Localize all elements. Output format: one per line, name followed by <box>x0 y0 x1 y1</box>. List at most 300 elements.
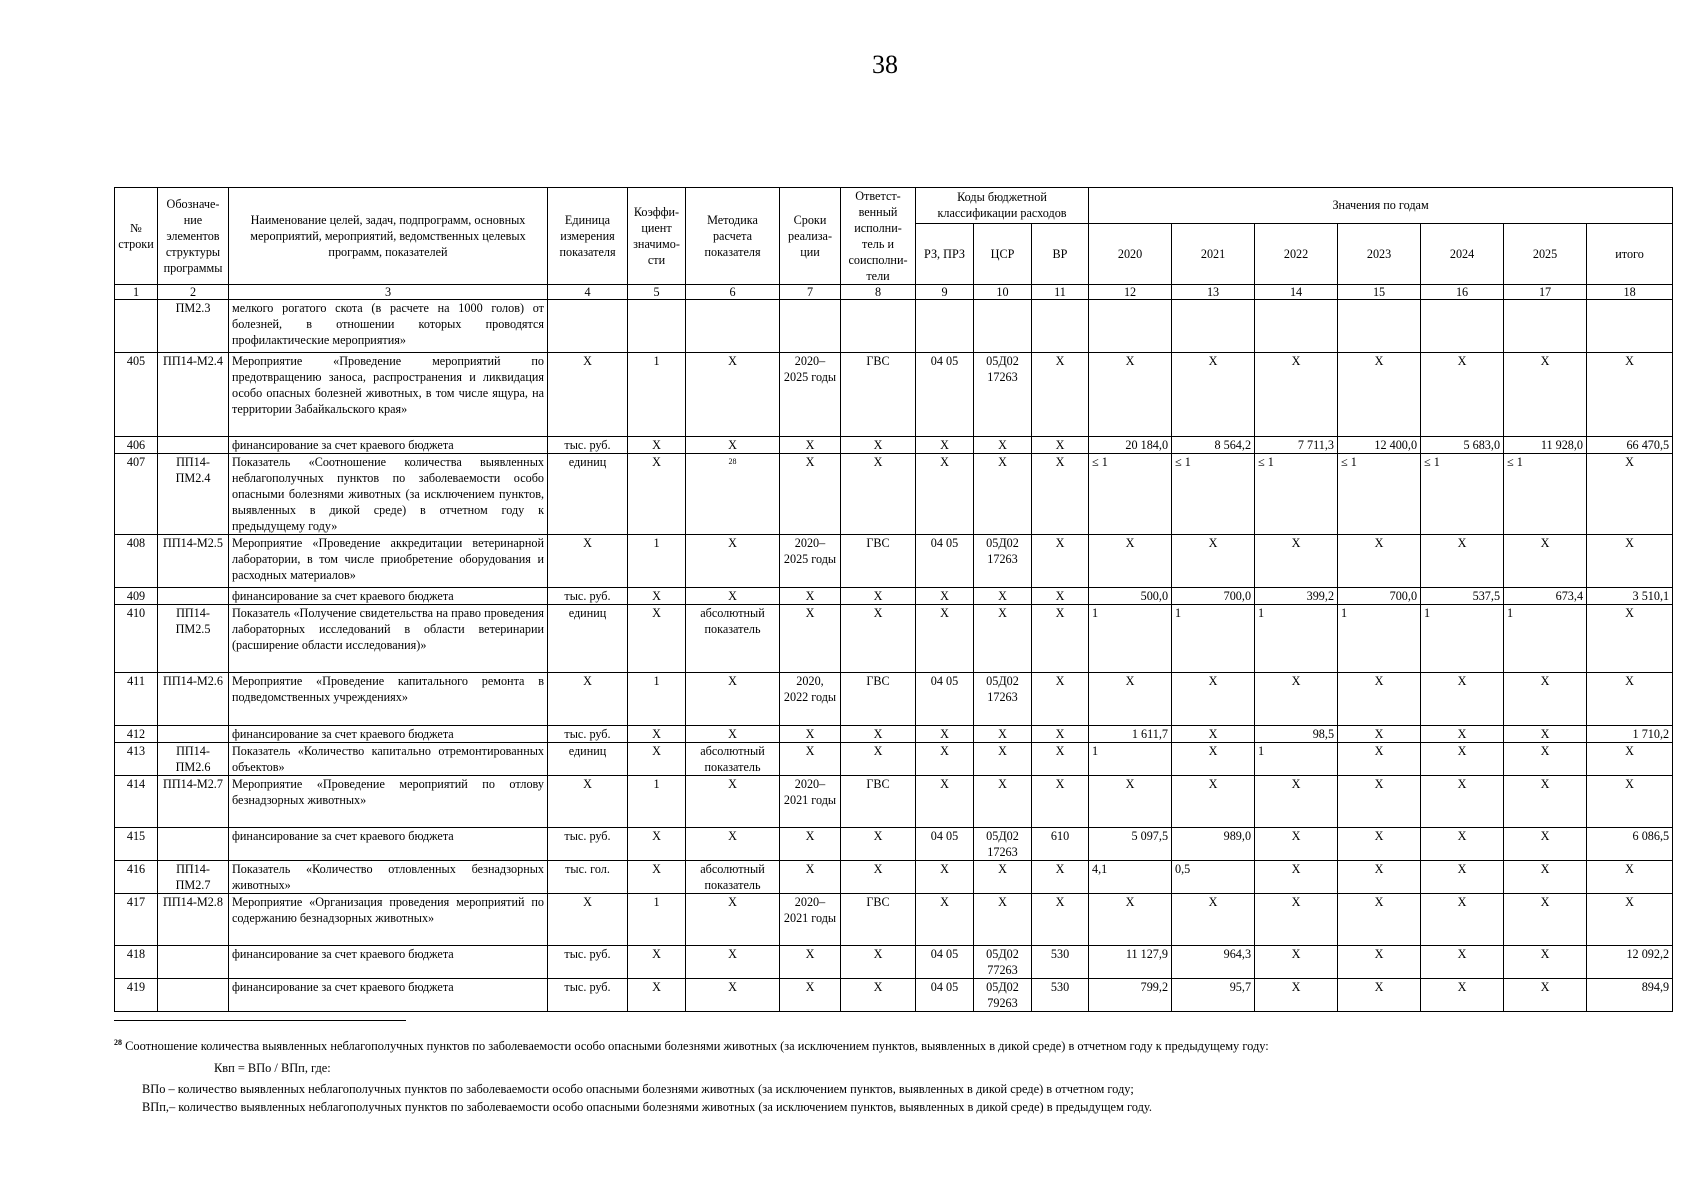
header-name: Наименование целей, задач, подпрограмм, основных мероприятий, мероприятий, ведомственных целевых программ, показателей <box>229 188 548 285</box>
cell-designation <box>158 828 229 861</box>
cell-value-total: X <box>1587 535 1673 588</box>
cell-executor: ГВС <box>841 535 916 588</box>
cell-value-total: X <box>1587 673 1673 726</box>
cell-unit: единиц <box>548 605 628 673</box>
cell-value-2022: X <box>1255 979 1338 1012</box>
cell-value-total: 3 510,1 <box>1587 588 1673 605</box>
cell-name: финансирование за счет краевого бюджета <box>229 828 548 861</box>
cell-row-number: 417 <box>115 894 158 946</box>
cell-executor <box>841 300 916 353</box>
cell-rz-prz: X <box>916 437 974 454</box>
cell-value-2025: X <box>1504 776 1587 828</box>
cell-unit: X <box>548 894 628 946</box>
cell-designation <box>158 588 229 605</box>
cell-vr: X <box>1032 776 1089 828</box>
cell-coefficient: X <box>628 743 686 776</box>
column-number: 1 <box>115 285 158 300</box>
table-row <box>115 437 1673 454</box>
header-method: Методика расчета показателя <box>686 188 780 285</box>
cell-value-2023: X <box>1338 353 1421 437</box>
header-csr: ЦСР <box>974 223 1032 284</box>
cell-value-2025: 1 <box>1504 605 1587 673</box>
cell-value-2024: ≤ 1 <box>1421 454 1504 535</box>
cell-method: X <box>686 946 780 979</box>
cell-method: X <box>686 726 780 743</box>
cell-rz-prz: 04 05 <box>916 535 974 588</box>
cell-name: Показатель «Количество отловленных безнадзорных животных» <box>229 861 548 894</box>
table-row <box>115 828 1673 861</box>
cell-value-2023: X <box>1338 776 1421 828</box>
column-number: 4 <box>548 285 628 300</box>
cell-unit: тыс. руб. <box>548 588 628 605</box>
cell-value-2025: X <box>1504 828 1587 861</box>
column-number: 12 <box>1089 285 1172 300</box>
cell-value-total: 12 092,2 <box>1587 946 1673 979</box>
cell-vr: X <box>1032 588 1089 605</box>
cell-method: X <box>686 437 780 454</box>
table-row <box>115 535 1673 588</box>
cell-row-number: 418 <box>115 946 158 979</box>
cell-rz-prz: X <box>916 743 974 776</box>
cell-coefficient: 1 <box>628 673 686 726</box>
cell-unit: тыс. руб. <box>548 828 628 861</box>
cell-value-2025 <box>1504 300 1587 353</box>
cell-rz-prz: 04 05 <box>916 979 974 1012</box>
cell-rz-prz: 04 05 <box>916 828 974 861</box>
cell-value-2021: 989,0 <box>1172 828 1255 861</box>
cell-value-total: X <box>1587 454 1673 535</box>
cell-row-number: 407 <box>115 454 158 535</box>
cell-designation <box>158 437 229 454</box>
cell-unit: X <box>548 535 628 588</box>
column-number: 18 <box>1587 285 1673 300</box>
cell-name: финансирование за счет краевого бюджета <box>229 726 548 743</box>
cell-value-2022: 1 <box>1255 743 1338 776</box>
header-year-2021: 2021 <box>1172 223 1255 284</box>
column-number: 7 <box>780 285 841 300</box>
cell-csr: X <box>974 437 1032 454</box>
cell-value-total: X <box>1587 605 1673 673</box>
cell-value-2020 <box>1089 300 1172 353</box>
header-coefficient: Коэффи-циент значимо-сти <box>628 188 686 285</box>
cell-value-2023: X <box>1338 743 1421 776</box>
cell-value-total: 66 470,5 <box>1587 437 1673 454</box>
cell-vr: X <box>1032 743 1089 776</box>
cell-value-total: X <box>1587 743 1673 776</box>
column-number: 8 <box>841 285 916 300</box>
cell-value-2020: X <box>1089 673 1172 726</box>
table-row <box>115 605 1673 673</box>
cell-terms: 2020–2025 годы <box>780 535 841 588</box>
cell-coefficient: 1 <box>628 776 686 828</box>
cell-value-2023 <box>1338 300 1421 353</box>
cell-designation: ПП14-М2.8 <box>158 894 229 946</box>
cell-csr: X <box>974 588 1032 605</box>
cell-value-2020: 20 184,0 <box>1089 437 1172 454</box>
cell-executor: X <box>841 726 916 743</box>
cell-executor: X <box>841 743 916 776</box>
cell-designation: ПП14-М2.4 <box>158 353 229 437</box>
cell-row-number: 408 <box>115 535 158 588</box>
cell-unit: X <box>548 353 628 437</box>
cell-rz-prz: X <box>916 588 974 605</box>
header-executor: Ответст-венный исполни-тель и соисполни-тели <box>841 188 916 285</box>
cell-unit: единиц <box>548 454 628 535</box>
cell-method: X <box>686 979 780 1012</box>
cell-value-2021: X <box>1172 894 1255 946</box>
cell-value-2021: 700,0 <box>1172 588 1255 605</box>
column-number-row <box>115 285 1673 300</box>
cell-csr <box>974 300 1032 353</box>
cell-value-2023: X <box>1338 946 1421 979</box>
cell-value-2021: X <box>1172 726 1255 743</box>
cell-name: Показатель «Получение свидетельства на право проведения лабораторных исследований в области ветеринарии (расширение области исследования)» <box>229 605 548 673</box>
page-number: 38 <box>872 50 898 79</box>
cell-executor: X <box>841 946 916 979</box>
cell-coefficient: 1 <box>628 535 686 588</box>
cell-vr: X <box>1032 894 1089 946</box>
footnote-28 <box>114 1036 1594 1056</box>
cell-value-2024: 1 <box>1421 605 1504 673</box>
cell-value-2025: X <box>1504 743 1587 776</box>
cell-executor: ГВС <box>841 776 916 828</box>
cell-value-2021: 1 <box>1172 605 1255 673</box>
header-year-2025: 2025 <box>1504 223 1587 284</box>
cell-value-2021: X <box>1172 353 1255 437</box>
cell-csr: 05Д02 17263 <box>974 535 1032 588</box>
cell-name: Показатель «Количество капитально отремонтированных объектов» <box>229 743 548 776</box>
cell-terms: X <box>780 828 841 861</box>
cell-value-2023: X <box>1338 894 1421 946</box>
cell-method: X <box>686 353 780 437</box>
cell-designation: ПП14-ПМ2.7 <box>158 861 229 894</box>
cell-vr: 530 <box>1032 946 1089 979</box>
cell-designation: ПМ2.3 <box>158 300 229 353</box>
cell-value-total: X <box>1587 776 1673 828</box>
cell-method: абсолютный показатель <box>686 605 780 673</box>
cell-value-2024: X <box>1421 946 1504 979</box>
cell-value-2022: X <box>1255 894 1338 946</box>
footnote-definition-current: ВПо – количество выявленных неблагополучных пунктов по заболеваемости особо опасными болезнями животных (за исключением пунктов, выявленных в дикой среде) в отчетном году; <box>142 1082 1134 1096</box>
cell-value-2024: X <box>1421 776 1504 828</box>
footnote-text: Соотношение количества выявленных неблагополучных пунктов по заболеваемости особо опасными болезнями животных (за исключением пунктов, выявленных в дикой среде) в отчетном году к предыдущему году: <box>125 1039 1269 1053</box>
cell-designation <box>158 726 229 743</box>
cell-value-2022: 7 711,3 <box>1255 437 1338 454</box>
cell-value-2020: 1 <box>1089 605 1172 673</box>
cell-csr: 05Д02 79263 <box>974 979 1032 1012</box>
table-row <box>115 673 1673 726</box>
cell-value-2021: 95,7 <box>1172 979 1255 1012</box>
cell-executor: ГВС <box>841 353 916 437</box>
table-row <box>115 979 1673 1012</box>
column-number: 16 <box>1421 285 1504 300</box>
cell-value-2020: 5 097,5 <box>1089 828 1172 861</box>
cell-name: финансирование за счет краевого бюджета <box>229 437 548 454</box>
column-number: 10 <box>974 285 1032 300</box>
cell-vr: 530 <box>1032 979 1089 1012</box>
cell-value-total <box>1587 300 1673 353</box>
cell-value-2020: ≤ 1 <box>1089 454 1172 535</box>
cell-value-2024: X <box>1421 979 1504 1012</box>
cell-value-2022: X <box>1255 673 1338 726</box>
cell-name: Мероприятие «Проведение капитального ремонта в подведомственных учреждениях» <box>229 673 548 726</box>
cell-value-2023: ≤ 1 <box>1338 454 1421 535</box>
program-table <box>114 187 1673 1012</box>
cell-value-2025: ≤ 1 <box>1504 454 1587 535</box>
cell-unit <box>548 300 628 353</box>
cell-executor: X <box>841 861 916 894</box>
cell-rz-prz: X <box>916 454 974 535</box>
cell-rz-prz: 04 05 <box>916 946 974 979</box>
table-row <box>115 894 1673 946</box>
cell-value-total: 1 710,2 <box>1587 726 1673 743</box>
cell-value-2020: X <box>1089 535 1172 588</box>
cell-row-number: 405 <box>115 353 158 437</box>
cell-value-2023: 12 400,0 <box>1338 437 1421 454</box>
cell-method: абсолютный показатель <box>686 743 780 776</box>
cell-value-2024: X <box>1421 828 1504 861</box>
cell-value-2023: 1 <box>1338 605 1421 673</box>
cell-row-number <box>115 300 158 353</box>
cell-executor: X <box>841 454 916 535</box>
cell-csr: 05Д02 17263 <box>974 828 1032 861</box>
cell-value-2022: X <box>1255 353 1338 437</box>
cell-name: финансирование за счет краевого бюджета <box>229 979 548 1012</box>
footnote-definition-previous: ВПп,– количество выявленных неблагополучных пунктов по заболеваемости особо опасными болезнями животных (за исключением пунктов, выявленных в дикой среде) в предыдущем году. <box>142 1100 1152 1114</box>
column-number: 2 <box>158 285 229 300</box>
column-number: 6 <box>686 285 780 300</box>
cell-coefficient <box>628 300 686 353</box>
cell-method <box>686 300 780 353</box>
cell-value-2021: X <box>1172 673 1255 726</box>
cell-value-2023: X <box>1338 979 1421 1012</box>
cell-value-2020: 799,2 <box>1089 979 1172 1012</box>
cell-csr: 05Д02 17263 <box>974 673 1032 726</box>
cell-value-2020: 1 <box>1089 743 1172 776</box>
column-number: 11 <box>1032 285 1089 300</box>
cell-designation <box>158 946 229 979</box>
cell-value-2025: X <box>1504 861 1587 894</box>
cell-value-2024: X <box>1421 535 1504 588</box>
cell-vr <box>1032 300 1089 353</box>
cell-csr: 05Д02 17263 <box>974 353 1032 437</box>
cell-value-total: X <box>1587 353 1673 437</box>
cell-coefficient: X <box>628 588 686 605</box>
cell-name: мелкого рогатого скота (в расчете на 1000 голов) от болезней, в отношении которых проводятся профилактические мероприятия» <box>229 300 548 353</box>
cell-value-2024: X <box>1421 726 1504 743</box>
cell-unit: единиц <box>548 743 628 776</box>
cell-value-total: 894,9 <box>1587 979 1673 1012</box>
cell-terms: X <box>780 437 841 454</box>
cell-method: абсолютный показатель <box>686 861 780 894</box>
cell-vr: X <box>1032 605 1089 673</box>
cell-csr: X <box>974 454 1032 535</box>
cell-value-2023: X <box>1338 726 1421 743</box>
cell-value-2025: X <box>1504 979 1587 1012</box>
cell-rz-prz: X <box>916 776 974 828</box>
cell-row-number: 406 <box>115 437 158 454</box>
cell-terms: X <box>780 861 841 894</box>
footnotes <box>114 1036 1594 1116</box>
cell-value-2024: X <box>1421 861 1504 894</box>
cell-terms: 2020, 2022 годы <box>780 673 841 726</box>
cell-terms <box>780 300 841 353</box>
program-table-wrapper <box>114 187 1670 1012</box>
header-years-values: Значения по годам <box>1089 188 1673 224</box>
cell-unit: X <box>548 673 628 726</box>
cell-value-2021: X <box>1172 535 1255 588</box>
cell-name: Мероприятие «Проведение мероприятий по предотвращению заноса, распространения и ликвидация особо опасных болезней животных, в том числе ящура, на территории Забайкальского края» <box>229 353 548 437</box>
cell-vr: X <box>1032 437 1089 454</box>
cell-executor: X <box>841 437 916 454</box>
cell-coefficient: X <box>628 437 686 454</box>
column-number: 9 <box>916 285 974 300</box>
cell-name: финансирование за счет краевого бюджета <box>229 588 548 605</box>
table-row <box>115 300 1673 353</box>
cell-value-2024: X <box>1421 894 1504 946</box>
cell-value-2024: 537,5 <box>1421 588 1504 605</box>
cell-value-2020: 1 611,7 <box>1089 726 1172 743</box>
cell-csr: X <box>974 861 1032 894</box>
cell-vr: X <box>1032 673 1089 726</box>
cell-value-2025: X <box>1504 726 1587 743</box>
footnote-separator <box>114 1020 406 1021</box>
cell-row-number: 409 <box>115 588 158 605</box>
cell-method: X <box>686 588 780 605</box>
cell-designation: ПП14-ПМ2.5 <box>158 605 229 673</box>
header-year-2020: 2020 <box>1089 223 1172 284</box>
cell-csr: X <box>974 726 1032 743</box>
cell-row-number: 419 <box>115 979 158 1012</box>
cell-row-number: 410 <box>115 605 158 673</box>
cell-rz-prz: X <box>916 726 974 743</box>
cell-value-2020: 11 127,9 <box>1089 946 1172 979</box>
cell-designation: ПП14-М2.7 <box>158 776 229 828</box>
cell-unit: тыс. руб. <box>548 979 628 1012</box>
cell-value-2022: X <box>1255 535 1338 588</box>
cell-unit: X <box>548 776 628 828</box>
cell-value-2025: 673,4 <box>1504 588 1587 605</box>
header-designation: Обозначе-ние элементов структуры программы <box>158 188 229 285</box>
cell-value-2024: 5 683,0 <box>1421 437 1504 454</box>
header-vr: ВР <box>1032 223 1089 284</box>
cell-coefficient: X <box>628 946 686 979</box>
cell-method: X <box>686 776 780 828</box>
cell-value-2025: X <box>1504 535 1587 588</box>
cell-value-total: X <box>1587 894 1673 946</box>
cell-value-2020: X <box>1089 353 1172 437</box>
cell-coefficient: 1 <box>628 353 686 437</box>
cell-name: Мероприятие «Организация проведения мероприятий по содержанию безнадзорных животных» <box>229 894 548 946</box>
header-rz-prz: РЗ, ПРЗ <box>916 223 974 284</box>
header-year-2024: 2024 <box>1421 223 1504 284</box>
cell-executor: X <box>841 828 916 861</box>
table-body <box>115 300 1673 1012</box>
cell-row-number: 413 <box>115 743 158 776</box>
header-year-2022: 2022 <box>1255 223 1338 284</box>
table-row <box>115 946 1673 979</box>
cell-value-total: X <box>1587 861 1673 894</box>
cell-value-2021: X <box>1172 776 1255 828</box>
cell-value-2025: X <box>1504 946 1587 979</box>
cell-unit: тыс. руб. <box>548 437 628 454</box>
cell-method: X <box>686 673 780 726</box>
cell-coefficient: X <box>628 454 686 535</box>
cell-value-2023: 700,0 <box>1338 588 1421 605</box>
cell-coefficient: 1 <box>628 894 686 946</box>
cell-unit: тыс. руб. <box>548 726 628 743</box>
cell-value-2025: X <box>1504 353 1587 437</box>
cell-terms: X <box>780 946 841 979</box>
cell-value-2025: X <box>1504 673 1587 726</box>
cell-rz-prz: X <box>916 605 974 673</box>
cell-value-2020: 4,1 <box>1089 861 1172 894</box>
cell-terms: X <box>780 726 841 743</box>
cell-method: X <box>686 535 780 588</box>
column-number: 13 <box>1172 285 1255 300</box>
cell-coefficient: X <box>628 605 686 673</box>
cell-name: Мероприятие «Проведение мероприятий по отлову безнадзорных животных» <box>229 776 548 828</box>
cell-executor: ГВС <box>841 673 916 726</box>
cell-vr: X <box>1032 454 1089 535</box>
cell-terms: X <box>780 588 841 605</box>
cell-designation: ПП14-ПМ2.4 <box>158 454 229 535</box>
cell-coefficient: X <box>628 979 686 1012</box>
cell-name: финансирование за счет краевого бюджета <box>229 946 548 979</box>
cell-coefficient: X <box>628 828 686 861</box>
cell-value-2024 <box>1421 300 1504 353</box>
cell-row-number: 416 <box>115 861 158 894</box>
cell-csr: X <box>974 776 1032 828</box>
header-budget-codes: Коды бюджетной классификации расходов <box>916 188 1089 224</box>
table-row <box>115 454 1673 535</box>
cell-terms: X <box>780 743 841 776</box>
cell-value-2022: X <box>1255 861 1338 894</box>
header-unit: Единица измерения показателя <box>548 188 628 285</box>
cell-vr: X <box>1032 353 1089 437</box>
cell-row-number: 415 <box>115 828 158 861</box>
cell-rz-prz: X <box>916 861 974 894</box>
cell-unit: тыс. руб. <box>548 946 628 979</box>
cell-value-2024: X <box>1421 743 1504 776</box>
cell-value-2021: X <box>1172 743 1255 776</box>
cell-name: Показатель «Соотношение количества выявленных неблагополучных пунктов по заболеваемости особо опасными болезнями животных (за исключением пунктов, выявленных в дикой среде) в отчетном году к предыдущему году» <box>229 454 548 535</box>
cell-terms: X <box>780 605 841 673</box>
table-row <box>115 726 1673 743</box>
cell-designation: ПП14-М2.5 <box>158 535 229 588</box>
cell-executor: X <box>841 979 916 1012</box>
cell-value-2021: 8 564,2 <box>1172 437 1255 454</box>
column-number: 17 <box>1504 285 1587 300</box>
table-row <box>115 776 1673 828</box>
cell-unit: тыс. гол. <box>548 861 628 894</box>
cell-vr: 610 <box>1032 828 1089 861</box>
cell-value-2021: 0,5 <box>1172 861 1255 894</box>
cell-value-2022: X <box>1255 828 1338 861</box>
footnote-formula: Квп = ВПо / ВПп, где: <box>214 1061 331 1075</box>
column-number: 15 <box>1338 285 1421 300</box>
cell-rz-prz: 04 05 <box>916 673 974 726</box>
cell-value-2023: X <box>1338 861 1421 894</box>
cell-vr: X <box>1032 535 1089 588</box>
cell-value-2020: 500,0 <box>1089 588 1172 605</box>
cell-value-2025: X <box>1504 894 1587 946</box>
cell-value-2021: ≤ 1 <box>1172 454 1255 535</box>
cell-row-number: 411 <box>115 673 158 726</box>
cell-method: 28 <box>686 454 780 535</box>
cell-terms: 2020–2021 годы <box>780 776 841 828</box>
header-terms: Сроки реализа-ции <box>780 188 841 285</box>
